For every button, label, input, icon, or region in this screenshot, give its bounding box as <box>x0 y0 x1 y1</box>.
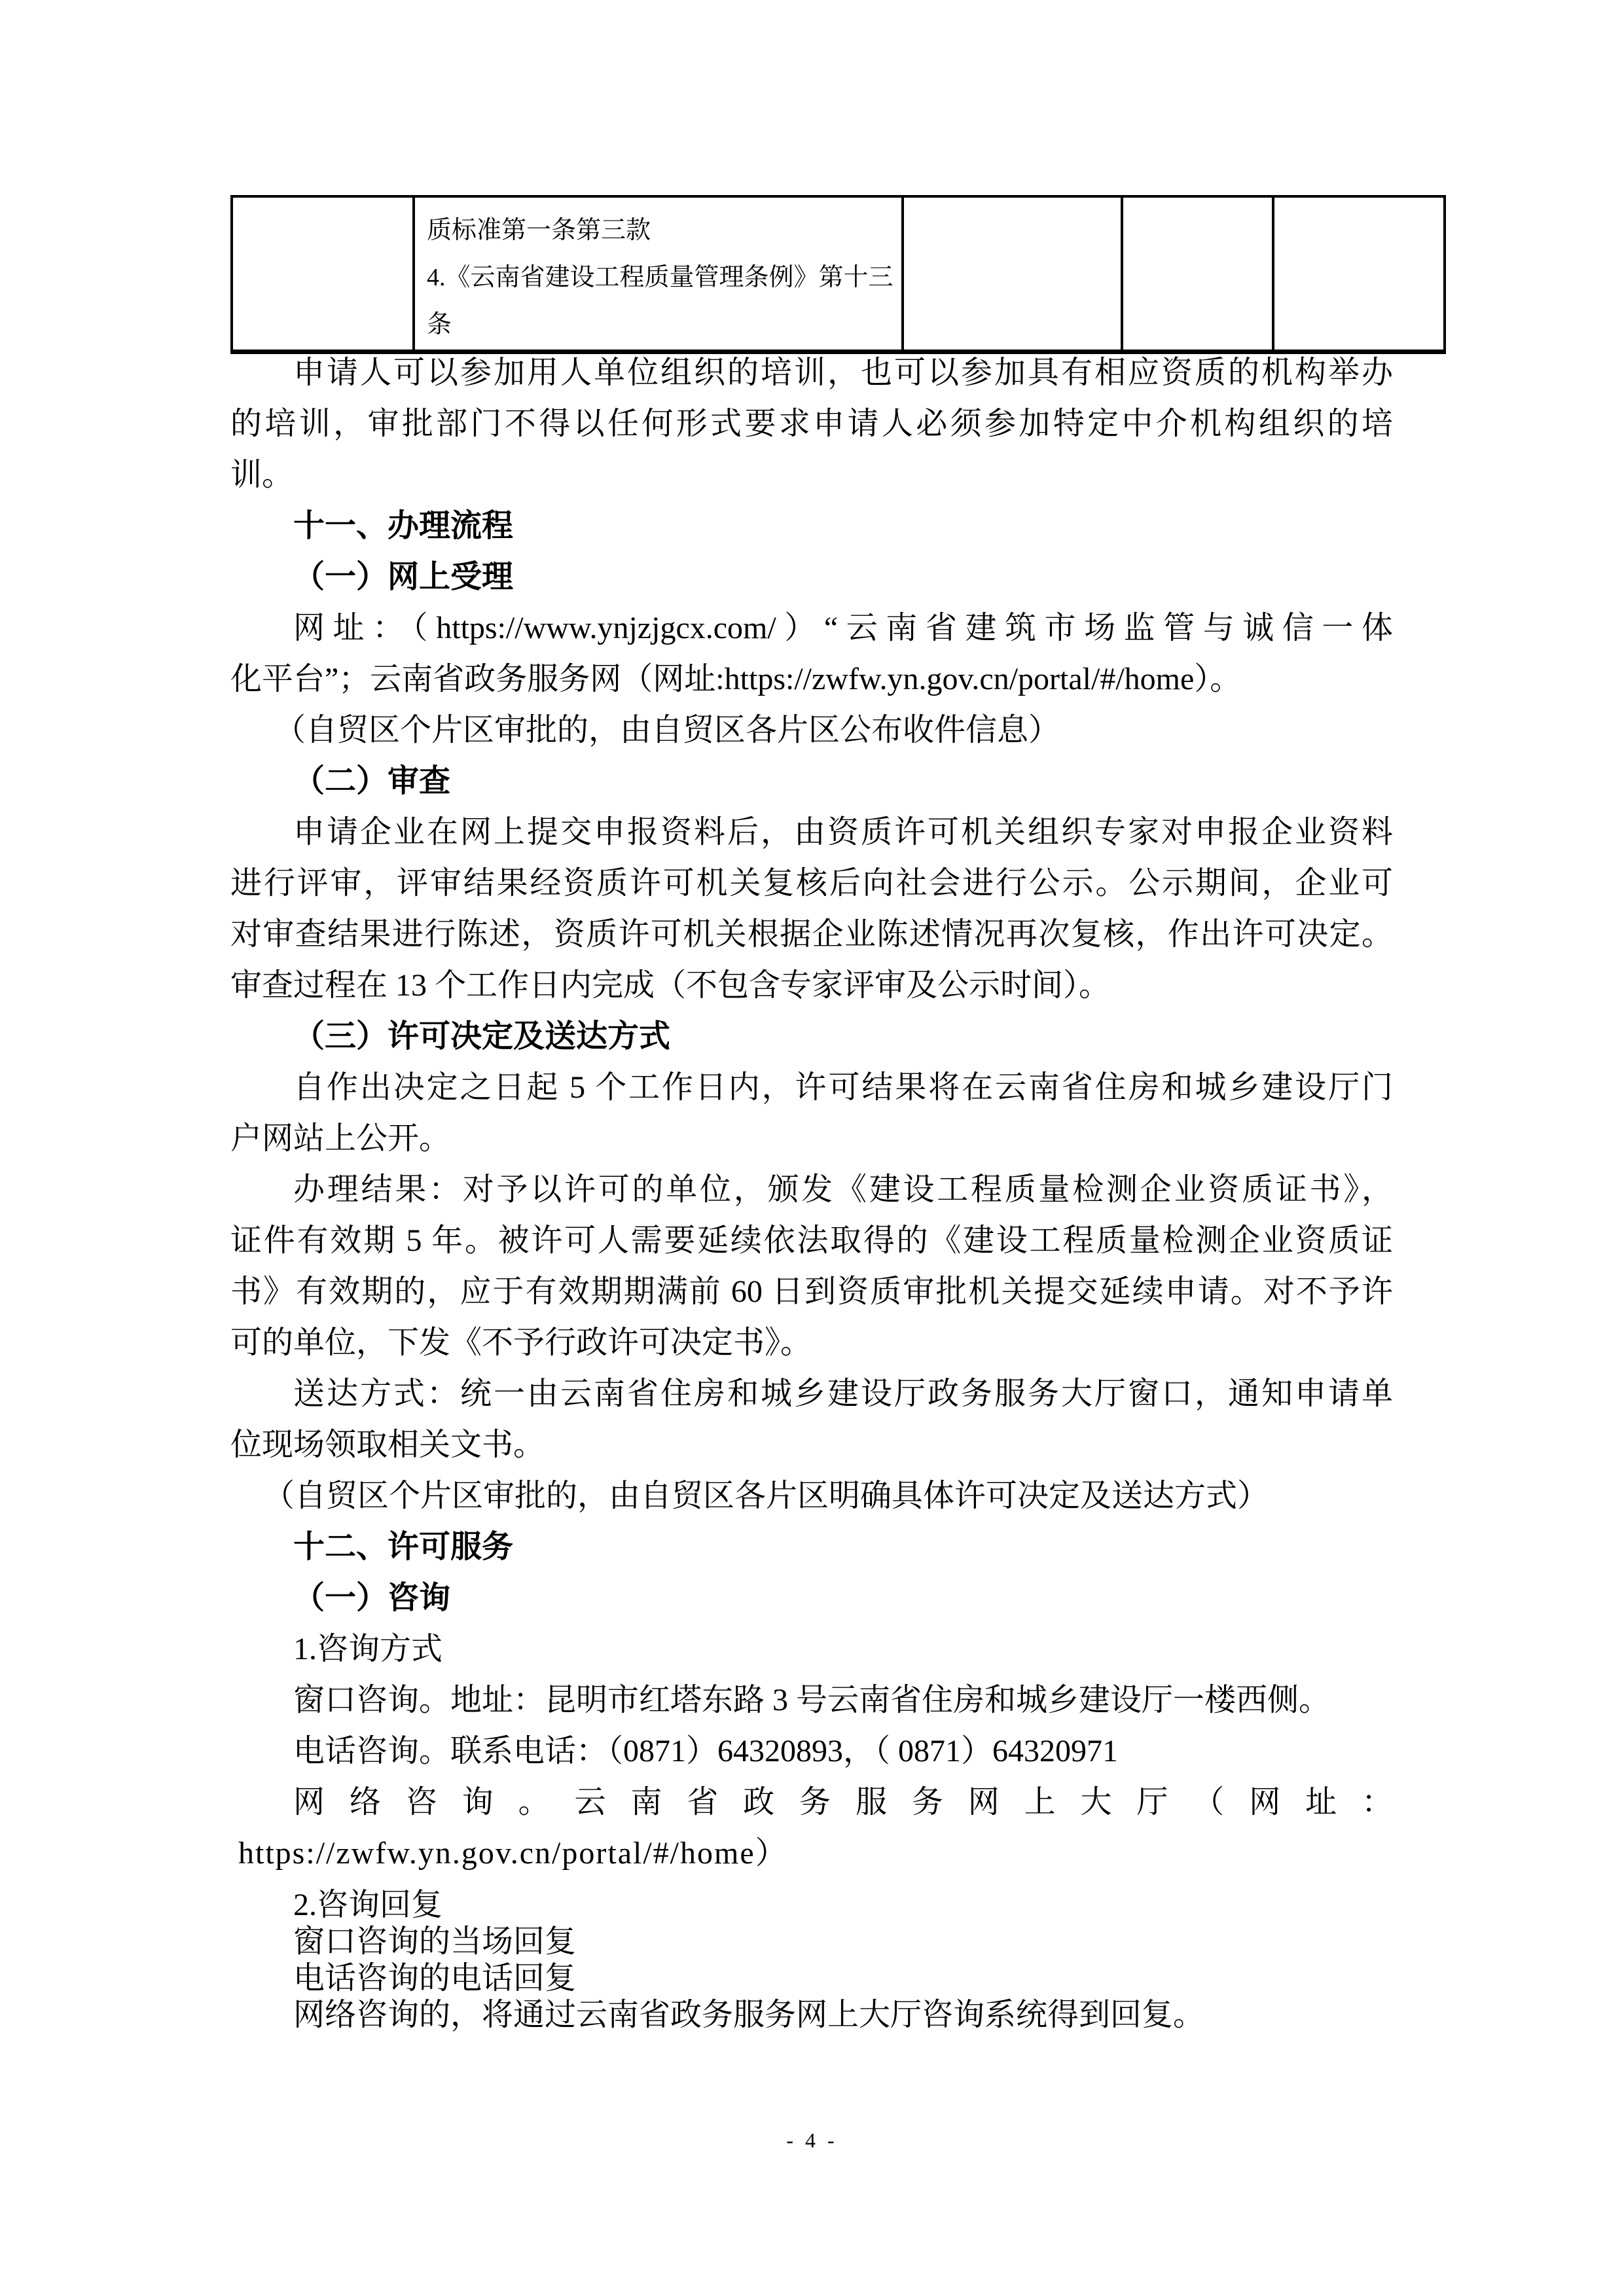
table-cell-empty <box>903 196 1122 352</box>
text-line: 训。 <box>230 457 294 492</box>
text-line: 送达方式：统一由云南省住房和城乡建设厅政务服务大厅窗口，通知申请单 <box>293 1376 1393 1411</box>
table-cell-empty <box>1122 196 1273 352</box>
text-line: 十一、办理流程 <box>293 509 514 543</box>
text-line: （自贸区个片区审批的，由自贸区各片区明确具体许可决定及送达方式） <box>263 1479 1269 1513</box>
table-cell-empty <box>1273 196 1445 352</box>
text-line: 电话咨询。联系电话：（0871）64320893，（ 0871）64320971 <box>293 1734 1119 1768</box>
text-line: （一）咨询 <box>293 1581 451 1615</box>
text-line: 自作出决定之日起 5 个工作日内，许可结果将在云南省住房和城乡建设厅门 <box>293 1070 1393 1105</box>
text-line: 申请人可以参加用人单位组织的培训，也可以参加具有相应资质的机构举办 <box>293 355 1393 390</box>
text-line: （一）网上受理 <box>293 560 514 594</box>
text-line: 化平台”；云南省政务服务网（网址:https://zwfw.yn.gov.cn/portal/#/home）。 <box>230 662 1242 696</box>
text-line: 窗口咨询。地址：昆明市红塔东路 3 号云南省住房和城乡建设厅一楼西侧。 <box>293 1683 1331 1717</box>
text-line: 可的单位，下发《不予行政许可决定书》。 <box>230 1325 812 1360</box>
text-line: （自贸区个片区审批的，由自贸区各片区公布收件信息） <box>274 713 1060 747</box>
text-line: https://zwfw.yn.gov.cn/portal/#/home） <box>238 1836 788 1871</box>
text-line: 网络咨询的，将通过云南省政务服务网上大厅咨询系统得到回复。 <box>293 1998 1205 2032</box>
text-line: 十二、许可服务 <box>293 1530 514 1564</box>
text-line: 对审查结果进行陈述，资质许可机关根据企业陈述情况再次复核，作出许可决定。 <box>230 917 1393 952</box>
table-cell-legal-basis <box>414 196 903 352</box>
reference-table <box>230 195 1446 354</box>
text-line: 证件有效期 5 年。被许可人需要延续依法取得的《建设工程质量检测企业资质证 <box>230 1223 1393 1258</box>
legal-basis-line: 条 <box>427 311 452 338</box>
text-line: 电话咨询的电话回复 <box>293 1961 577 1996</box>
text-line: （二）审查 <box>293 764 451 798</box>
text-line: 网址：（https://www.ynjzjgcx.com/）“云南省建筑市场监管与诚信一体 <box>293 611 1393 645</box>
legal-basis-line: 4.《云南省建设工程质量管理条例》第十三 <box>427 264 893 291</box>
text-line: 户网站上公开。 <box>230 1121 451 1156</box>
page-number: - 4 - <box>786 2128 838 2152</box>
text-line: （三）许可决定及送达方式 <box>293 1019 671 1054</box>
text-line: 的培训，审批部门不得以任何形式要求申请人必须参加特定中介机构组织的培 <box>230 406 1393 441</box>
text-line: 网络咨询。云南省政务服务网上大厅（网址： <box>293 1785 1393 1820</box>
text-line: 书》有效期的，应于有效期期满前 60 日到资质审批机关提交延续申请。对不予许 <box>230 1274 1393 1309</box>
text-line: 窗口咨询的当场回复 <box>293 1924 577 1959</box>
table-cell-item <box>232 196 414 352</box>
text-line: 进行评审，评审结果经资质许可机关复核后向社会进行公示。公示期间，企业可 <box>230 866 1393 901</box>
body-text <box>230 348 1393 2034</box>
text-line: 办理结果：对予以许可的单位，颁发《建设工程质量检测企业资质证书》， <box>293 1172 1393 1207</box>
text-line: 位现场领取相关文书。 <box>230 1427 545 1462</box>
table-row <box>232 196 1445 352</box>
text-line: 1.咨询方式 <box>293 1632 443 1666</box>
text-line: 审查过程在 13 个工作日内完成（不包含专家评审及公示时间）。 <box>230 968 1111 1003</box>
legal-basis-line: 质标准第一条第三款 <box>427 217 651 244</box>
text-line: 申请企业在网上提交申报资料后，由资质许可机关组织专家对申报企业资料 <box>293 815 1393 850</box>
text-line: 2.咨询回复 <box>293 1888 443 1922</box>
